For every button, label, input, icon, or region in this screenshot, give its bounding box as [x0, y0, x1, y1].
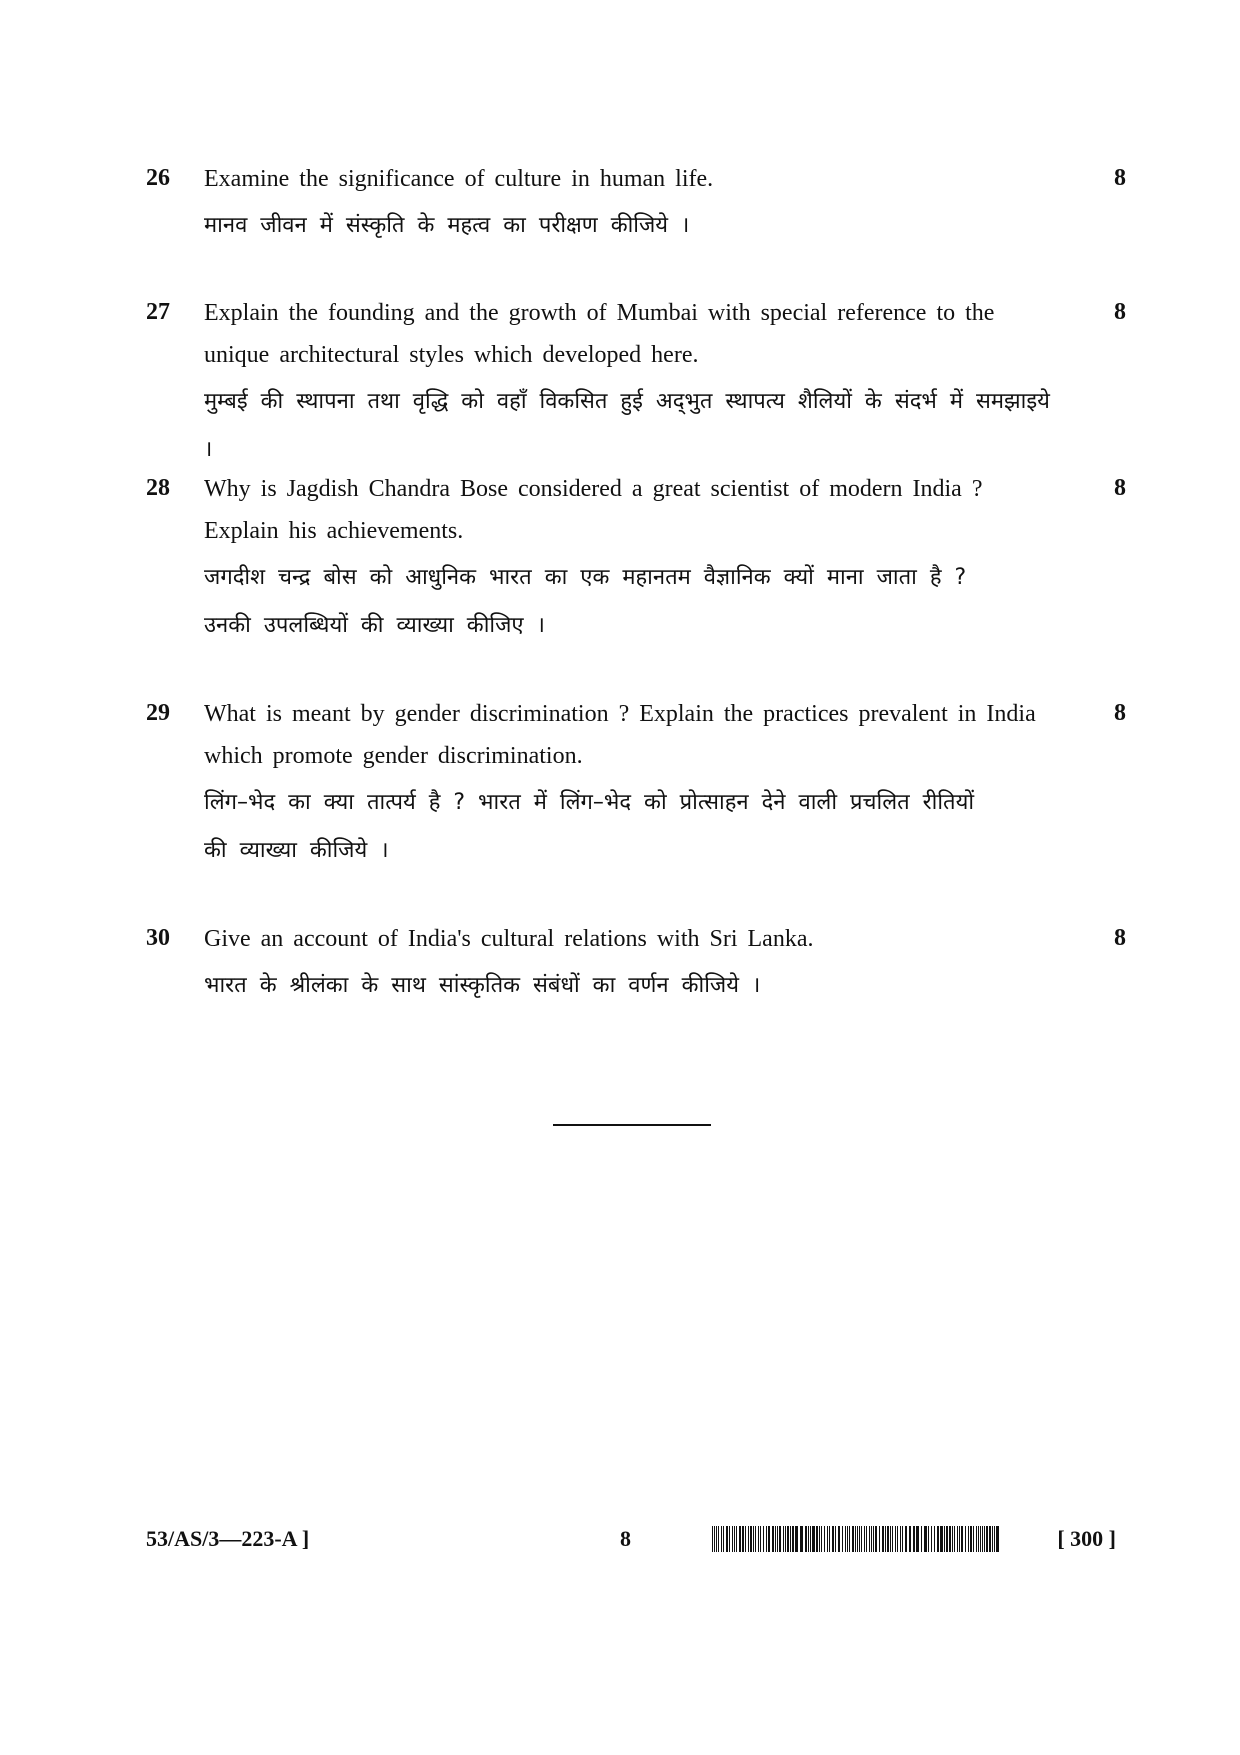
paper-code: 53/AS/3—223-A ] — [146, 1526, 310, 1551]
question-number: 26 — [146, 165, 170, 191]
question-marks: 8 — [1114, 700, 1126, 726]
question-body — [204, 158, 1064, 250]
question-body — [204, 918, 1064, 1010]
question-marks: 8 — [1114, 475, 1126, 501]
question-text-hindi: मानव जीवन में संस्कृति के महत्व का परीक्षण कीजिये । — [204, 213, 690, 238]
question-text-english: What is meant by gender discrimination ? Explain the practices prevalent in India which promote gender discrimination. — [204, 701, 1036, 769]
barcode — [712, 1526, 1002, 1552]
question-number: 27 — [146, 299, 170, 325]
total-marks: [ 300 ] — [1057, 1526, 1116, 1551]
question-marks: 8 — [1114, 165, 1126, 191]
question-marks: 8 — [1114, 299, 1126, 325]
question-text-hindi: जगदीश चन्द्र बोस को आधुनिक भारत का एक महानतम वैज्ञानिक क्यों माना जाता है ? — [204, 565, 967, 590]
question-number: 29 — [146, 700, 170, 726]
question-text-english: Examine the significance of culture in human life. — [204, 166, 714, 192]
question-marks: 8 — [1114, 925, 1126, 951]
page-footer — [146, 1524, 1116, 1564]
question-number: 28 — [146, 475, 170, 501]
question-text-english: Explain the founding and the growth of Mumbai with special reference to the unique architectural styles which developed here. — [204, 300, 995, 368]
question-body — [204, 292, 1064, 474]
question-text-hindi: भारत के श्रीलंका के साथ सांस्कृतिक संबंधों का वर्णन कीजिये । — [204, 973, 761, 998]
question-text-english: Give an account of India's cultural relations with Sri Lanka. — [204, 926, 814, 952]
question-text-hindi: मुम्बई की स्थापना तथा वृद्धि को वहाँ विकसित हुई अद्‌भुत स्थापत्य शैलियों के संदर्भ में समझाइये । — [204, 389, 1050, 462]
question-body — [204, 468, 1064, 650]
question-number: 30 — [146, 925, 170, 951]
question-text-hindi: लिंग–भेद का क्या तात्पर्य है ? भारत में लिंग–भेद को प्रोत्साहन देने वाली प्रचलित रीतियों — [204, 790, 975, 815]
question-text-english: Why is Jagdish Chandra Bose considered a great scientist of modern India ? Explain his achievements. — [204, 476, 983, 544]
question-text-hindi: की व्याख्या कीजिये । — [204, 838, 389, 863]
page-number: 8 — [620, 1526, 631, 1551]
end-divider — [553, 1124, 711, 1126]
question-text-hindi: उनकी उपलब्धियों की व्याख्या कीजिए । — [204, 613, 545, 638]
question-body — [204, 693, 1064, 875]
